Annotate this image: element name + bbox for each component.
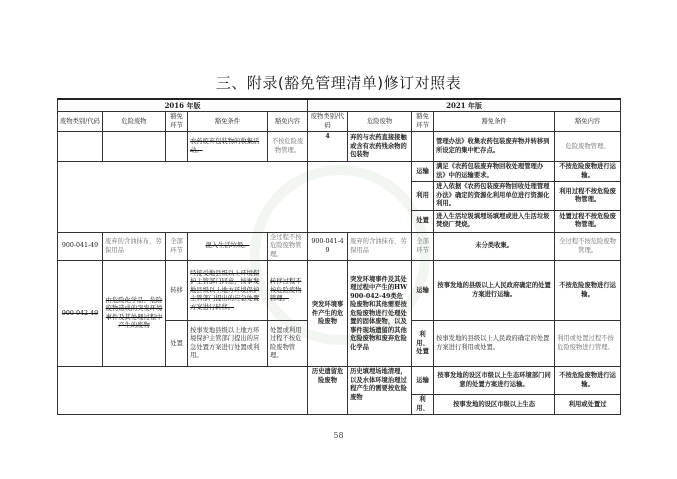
stage-cell: 利用 [412, 182, 434, 211]
new-waste-cell: 突发环境事件及其处理过程中产生的HW900-042-49类危险废物和其他需要按危险废物进行处理处置的固体废物，以及事件现场遗留的其他危险废物和废弃危险化学品 [348, 261, 412, 367]
new-condition-cell: 未分类收集。 [434, 232, 555, 261]
new-stage-cell: 利用、 [412, 395, 434, 415]
new-content-cell: 危险废物管理。 [555, 132, 621, 162]
empty-old-block [58, 367, 308, 415]
old-stage-cell: 转移 [166, 261, 188, 321]
new-stage-cell: 利用、处置 [412, 321, 434, 367]
old-content-cell: 处置或利用过程不按危险废物管理。 [268, 321, 308, 367]
new-stage-cell: 运输 [412, 367, 434, 395]
header-cell: 危险废物 [348, 112, 412, 132]
header-cell: 豁免内容 [555, 112, 621, 132]
new-condition-cell: 按事发地的县级以上人民政府确定的处置方案进行利用或处置。 [434, 321, 555, 367]
revision-comparison-table [57, 98, 621, 415]
table-cell [103, 132, 166, 162]
new-stage-cell: 运输 [412, 261, 434, 321]
page-number: 58 [333, 431, 344, 440]
header-cell: 豁免条件 [188, 112, 268, 132]
new-code-cell: 900-041-49 [308, 232, 348, 261]
new-content-cell: 处置过程不按危险废物管理。 [555, 210, 621, 232]
new-content-cell: 利用或处置过程不按危险废物进行管理。 [555, 321, 621, 367]
new-code-cell: 4 [308, 132, 348, 162]
new-stage-cell: 全部环节 [412, 232, 434, 261]
empty-old-block [58, 162, 308, 233]
new-content-cell: 利用过程不按危险废物管理。 [555, 182, 621, 211]
old-waste-cell: 废弃的含油抹布、劳保用品 [103, 232, 166, 261]
header-cell: 废物类别/代码 [58, 112, 103, 132]
table-cell [58, 132, 103, 162]
header-cell: 危险废物 [103, 112, 166, 132]
new-condition-cell: 进入依据《农药包装废弃物回收处理管理办法》确定的资源化利用单位进行资源化利用。 [434, 182, 555, 211]
new-condition-cell: 满足《农药包装废弃物回收处理管理办法》中的运输要求。 [434, 162, 555, 182]
old-version-label: 2016 年版 [58, 99, 308, 112]
new-condition-cell: 按事发地的设区市级以上生态环境部门同意的处置方案进行运输。 [434, 367, 555, 395]
old-stage-cell: 处置 [166, 321, 188, 367]
header-cell: 豁免环节 [166, 112, 188, 132]
old-stage-cell: 全部环节 [166, 232, 188, 261]
new-content-cell: 不按危险废物进行运输。 [555, 367, 621, 395]
new-category-cell: 突发环境事件产生的危险废物 [308, 261, 348, 367]
header-cell: 豁免条件 [434, 112, 555, 132]
old-condition-cell: 农药废弃包装物的收集活动。 [188, 132, 268, 162]
table-cell [166, 132, 188, 162]
old-condition-cell: 经接受地县级以上环境保护主管部门同意，按事发地县级以上地方环境保护主管部门提出的应急处置方案进行转移。 [188, 261, 268, 321]
new-condition-cell: 管理办法》收集农药包装废弃物并转移到所设定的集中贮存点。 [434, 132, 555, 162]
header-cell: 豁免环节 [412, 112, 434, 132]
new-waste-cell: 历史填埋场地清理，以及水体环境治理过程产生的需要按危险废物 [348, 367, 412, 415]
page-title: 三、附录(豁免管理清单)修订对照表 [215, 74, 462, 92]
new-content-cell: 不按危险废物进行运输。 [555, 261, 621, 321]
new-version-label: 2021 年版 [308, 99, 621, 112]
old-content-cell: 不按危险废物管理。 [268, 132, 308, 162]
new-category-cell: 历史遗留危险废物 [308, 367, 348, 415]
new-condition-cell: 按事发地的县级以上人民政府确定的处置方案进行运输。 [434, 261, 555, 321]
old-waste-cell: 由危险化学品、危险废物造成的突发环境事件及其处理过程中产生的废物 [103, 261, 166, 367]
new-content-cell: 不按危险废物进行运输。 [555, 162, 621, 182]
header-cell: 废物类别/代码 [308, 112, 348, 132]
new-condition-cell: 按事发地的设区市级以上生态 [434, 395, 555, 415]
new-waste-cell: 弃的与农药直接接触或含有农药残余物的包装物 [348, 132, 412, 162]
old-content-cell: 全过程不按危险废物管理。 [268, 232, 308, 261]
table-cell [412, 132, 434, 162]
stage-cell: 运输 [412, 162, 434, 182]
header-cell: 豁免内容 [268, 112, 308, 132]
new-waste-cell: 废弃的含油抹布、劳保用品 [348, 232, 412, 261]
old-content-cell: 转移过程不按危险废物管理。 [268, 261, 308, 321]
old-condition-cell: 混入生活垃圾。 [188, 232, 268, 261]
new-condition-cell: 进入生活垃圾填埋场填埋或进入生活垃圾焚烧厂焚烧。 [434, 210, 555, 232]
new-content-cell: 全过程不按危险废物管理。 [555, 232, 621, 261]
empty-new-block [308, 162, 412, 233]
old-code-cell: 900-042-49 [58, 261, 103, 367]
old-condition-cell: 按事发地县级以上地方环境保护主管部门提出的应急处置方案进行处置或利用。 [188, 321, 268, 367]
new-content-cell: 利用或处置过 [555, 395, 621, 415]
stage-cell: 处置 [412, 210, 434, 232]
old-code-cell: 900-041-49 [58, 232, 103, 261]
